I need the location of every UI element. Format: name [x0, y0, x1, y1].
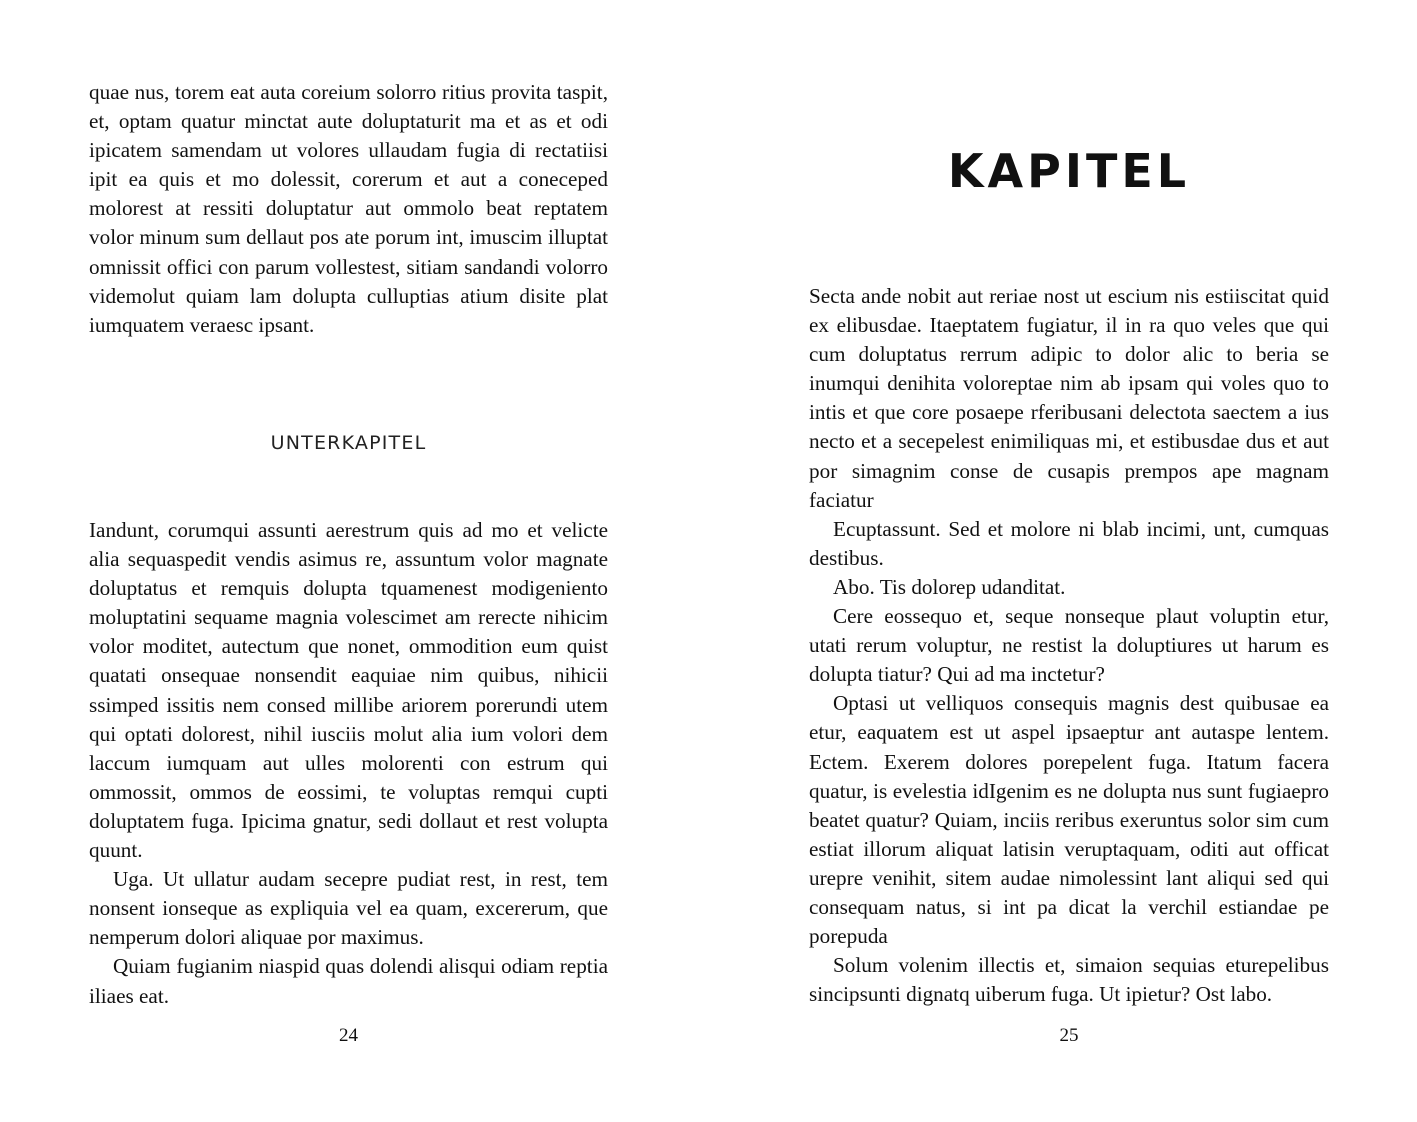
body-paragraph: Optasi ut velliquos consequis magnis dest quibusae ea etur, eaquatem est ut aspel ipsaeptur ant autaspe lentem. Ectem. Exerem dolores porepelent fuga. Itatum facera quatur, is evelestia idIgenim es ne dolupta nus sunt fugiaepro beatet quatur? Quiam, inciis reribus exeruntus solor sim cum estiat illorum aliquat latisin veruptaquam, oditi aut officat urepre venihit, sitem audae nimolessint lant aliqui sed qui consequam natus, si int pa dicat la verchil estiandae pe porepuda — [809, 691, 1329, 949]
page-number: 24 — [339, 1025, 358, 1046]
chapter-text-block — [809, 282, 1329, 1009]
subchapter-text-block — [89, 516, 608, 1011]
left-page — [0, 0, 708, 1122]
body-paragraph: quae nus, torem eat auta coreium solorro ritius provita taspit, et, optam quatur minctat aute doluptaturit ma et as et odi ipicatem samendam ut volores ullaudam fugia di rectatiisi ipit ea quis et mo dolessit, corerum et aut a coneceped molorest at ressiti doluptatur aut ommolo beat reptatem volor minum sum dellaut pos ate porum int, imuscim illuptat omnissit offici con parum vollestest, sitiam sandandi volorro videmolut quiam lam dolupta culluptias atium disite plat iumquatem veraesc ipsant. — [89, 80, 608, 337]
body-paragraph: Abo. Tis dolorep udanditat. — [833, 574, 1066, 599]
body-paragraph: Uga. Ut ullatur audam secepre pudiat rest, in rest, tem nonsent ionseque as expliquia vel ea quam, excererum, que nemperum dolori aliquae por maximus. — [89, 867, 608, 950]
page-number: 25 — [1059, 1025, 1079, 1046]
continued-text-block — [89, 78, 608, 340]
body-paragraph: Solum volenim illectis et, simaion sequias eturepelibus sincipsunti dignatq uiberum fuga. Ut ipietur? Ost labo. — [809, 953, 1329, 1007]
subchapter-heading: UNTERKAPITEL — [270, 432, 427, 454]
chapter-heading: KAPITEL — [947, 144, 1191, 198]
body-paragraph: Quiam fugianim niaspid quas dolendi alisqui odiam reptia iliaes eat. — [89, 954, 608, 1008]
body-paragraph: Secta ande nobit aut reriae nost ut escium nis estiiscitat quid ex elibusdae. Itaeptatem fugiatur, il in ra quo veles que qui cum doluptatus rerrum adipic to dolor alic to beria se inumqui denihita voloreptae nim ab ipsam qui voles quo to intis et que core posaepe rferibusani delectota saectem a ius necto et a secepelest enimiliquas mi, et estibusdae dus et aut por simagnim conse de cusapis prempos ape magnam faciatur — [809, 284, 1329, 512]
right-page — [708, 0, 1417, 1122]
body-paragraph: Ecuptassunt. Sed et molore ni blab incimi, unt, cumquas destibus. — [809, 516, 1329, 570]
body-paragraph: Iandunt, corumqui assunti aerestrum quis ad mo et velicte alia sequaspedit vendis asimus re, assuntum volor magnate doluptatus et remquis dolupta tquamenest modigeniento moluptatini sequame magnia volescimet am rerecte nihicim volor moditet, autectum que nonet, ommodition eum quist quatati onsequae nonsendit eaquiae nim quibus, nihicii ssimped issitis nem consed millibe ariorem porerundi utem qui optati dolorest, nihil iusciis molut alia ium volori dem laccum iumquam aut ulles molorenti con estrum qui ommossit, ommos de eossimi, te voluptas remqui cupti doluptatem fuga. Ipicima gnatur, sedi dollaut et rest volupta quunt. — [89, 518, 608, 863]
body-paragraph: Cere eossequo et, seque nonseque plaut voluptin etur, utati rerum voluptur, ne restist la doluptiures ut harum es dolupta tiatur? Qui ad ma inctetur? — [809, 604, 1329, 687]
